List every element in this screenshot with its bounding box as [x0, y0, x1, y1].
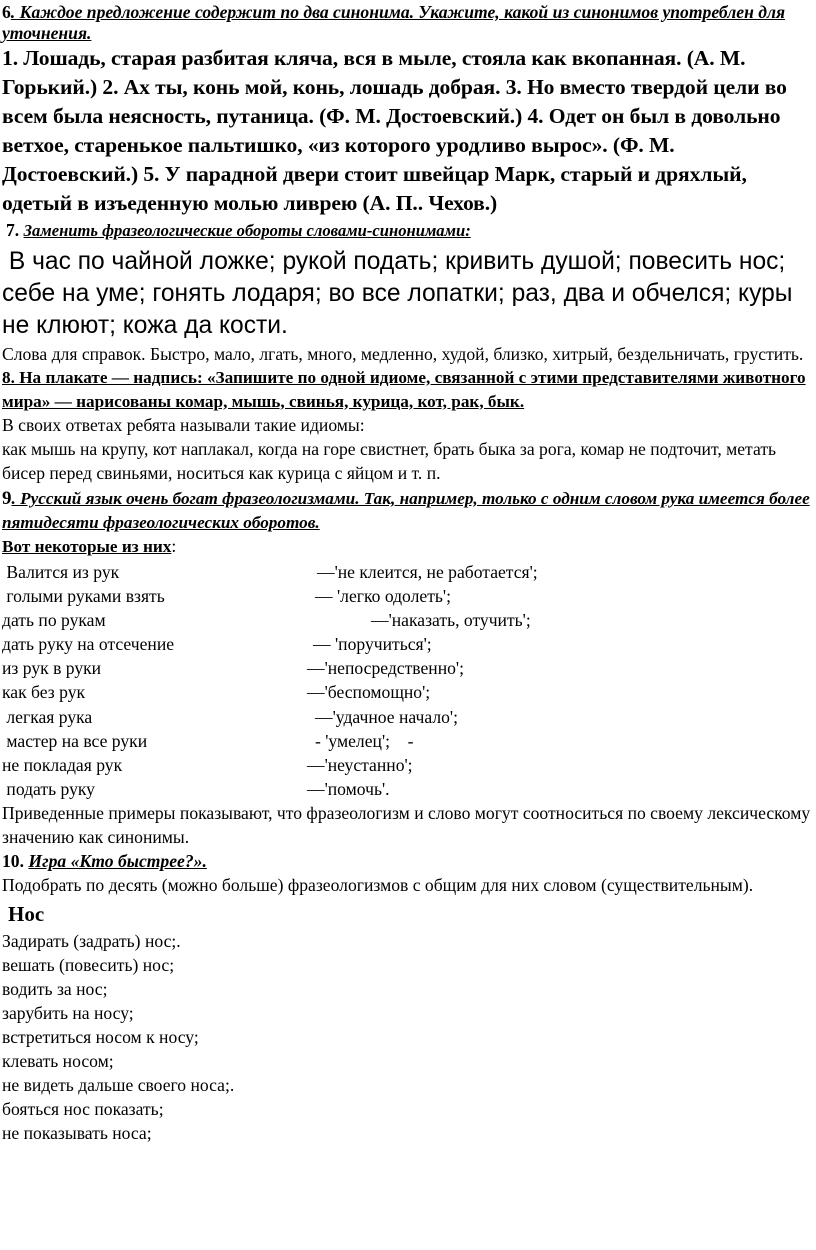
phrase: как без рук: [2, 682, 86, 703]
meaning: — 'поручиться';: [313, 634, 432, 655]
task8-intro: В своих ответах ребята называли такие идиомы:: [2, 415, 365, 435]
phrase: голыми руками взять: [2, 585, 165, 606]
meaning: —'не клеится, не работается';: [317, 561, 538, 582]
list-item: [2, 608, 814, 632]
task9-number: 9: [2, 488, 12, 509]
list-item: [2, 753, 814, 777]
task7-phrases-text: В час по чайной ложке; рукой подать; кривить душой; повесить нос; себе на уме; гонять лодаря; во все лопатки; раз, два и обчелся; куры не клюют; кожа да кости.: [2, 248, 793, 339]
task6-heading-text: . Каждое предложение содержит по два синонима. Укажите, какой из синонимов употреблен для уточнения.: [2, 2, 786, 43]
task9-conclusion: Приведенные примеры показывают, что фразеологизм и слово могут соотноситься по своему лексическому значению как синонимы.: [2, 803, 811, 848]
list-item: [2, 729, 814, 753]
task7-hint: Слова для справок. Быстро, мало, лгать, много, медленно, худой, близко, хитрый, бездельничать, грустить.: [2, 344, 804, 364]
task7-heading-text: Заменить фразеологические обороты словами-синонимами:: [23, 221, 471, 240]
task10-number: 10.: [2, 851, 24, 872]
task9-colon: :: [171, 536, 177, 556]
task10-word: Нос: [8, 902, 45, 927]
meaning: —'помочь'.: [307, 779, 390, 800]
phrase: не покладая рук: [2, 755, 123, 775]
list-item: [2, 560, 814, 584]
list-item: [2, 705, 814, 729]
list-item: не видеть дальше своего носа;.: [2, 1075, 235, 1096]
meaning: —'неустанно';: [307, 755, 413, 775]
list-item: [2, 680, 814, 704]
task7-number: 7.: [6, 220, 20, 240]
list-item: зарубить на носу;: [2, 1003, 134, 1024]
meaning: - 'умелец'; -: [315, 730, 414, 751]
phrase: мастер на все руки: [2, 730, 148, 751]
task10-text: Подобрать по десять (можно больше) фразеологизмов с общим для них словом (существительным).: [2, 875, 754, 896]
task7-heading: [2, 219, 814, 242]
list-item: бояться нос показать;: [2, 1099, 164, 1120]
task10-heading: [2, 849, 814, 873]
list-item: встретиться носом к носу;: [2, 1027, 199, 1048]
task8-heading: 8. На плакате — надпись: «Запишите по одной идиоме, связанной с этими представителями животного мира» — нарисованы комар, мышь, свинья, курица, кот, рак, бык.: [2, 368, 806, 411]
list-item: не показывать носа;: [2, 1123, 152, 1144]
phrase: легкая рука: [2, 706, 93, 727]
meaning: —'наказать, отучить';: [371, 609, 531, 630]
meaning: —'удачное начало';: [315, 706, 458, 727]
list-item: клевать носом;: [2, 1051, 114, 1072]
task10-list: [2, 929, 814, 1145]
list-item: Задирать (задрать) нос;.: [2, 931, 181, 952]
meaning: —'беспомощно';: [307, 682, 431, 703]
task6-sentences: 1. Лошадь, старая разбитая кляча, вся в мыле, стояла как вкопанная. (А. М. Горький.) 2. Ах ты, конь мой, конь, лошадь добрая. 3. Но вместо твердой цели во всем была неясность, путаница. (Ф. М. Достоевский.) 4. Одет он был в довольно ветхое, старенькое пальтишко, «из которого уродливо вырос». (Ф. М. Достоевский.) 5. У парадной двери стоит швейцар Марк, старый и дряхлый, одетый в изъеденную молью ливрею (А. П.. Чехов.): [2, 46, 787, 215]
list-item: водить за нос;: [2, 979, 108, 1000]
task9-heading: [2, 487, 814, 534]
task9-heading-text: . Русский язык очень богат фразеологизмами. Так, например, только с одним словом рука имеется более пятидесяти фразеологических оборотов.: [2, 489, 810, 532]
phrase: подать руку: [2, 779, 95, 800]
list-item: [2, 777, 814, 801]
phrase: дать руку на отсечение: [2, 634, 175, 655]
meaning: —'непосредственно';: [307, 658, 464, 679]
phrase: Валится из рук: [2, 561, 120, 582]
list-item: вешать (повесить) нос;: [2, 955, 175, 976]
list-item: [2, 632, 814, 656]
list-item: [2, 584, 814, 608]
meaning: — 'легко одолеть';: [315, 585, 451, 606]
task10-heading-text: Игра «Кто быстрее?».: [28, 851, 207, 872]
task9-subheading-text: Вот некоторые из них: [2, 537, 172, 556]
task8-answers: как мышь на крупу, кот наплакал, когда на горе свистнет, брать быка за рога, комар не подточит, метать бисер перед свиньями, носиться как курица с яйцом и т. п.: [2, 439, 777, 483]
phrase: из рук в руки: [2, 658, 102, 679]
task6-heading: [2, 2, 814, 44]
task9-subheading: [2, 534, 814, 559]
phrase: дать по рукам: [2, 609, 106, 630]
list-item: [2, 656, 814, 680]
task9-phrase-list: [2, 560, 814, 802]
task6-number: 6: [2, 2, 11, 22]
task7-phrases: [2, 246, 814, 342]
